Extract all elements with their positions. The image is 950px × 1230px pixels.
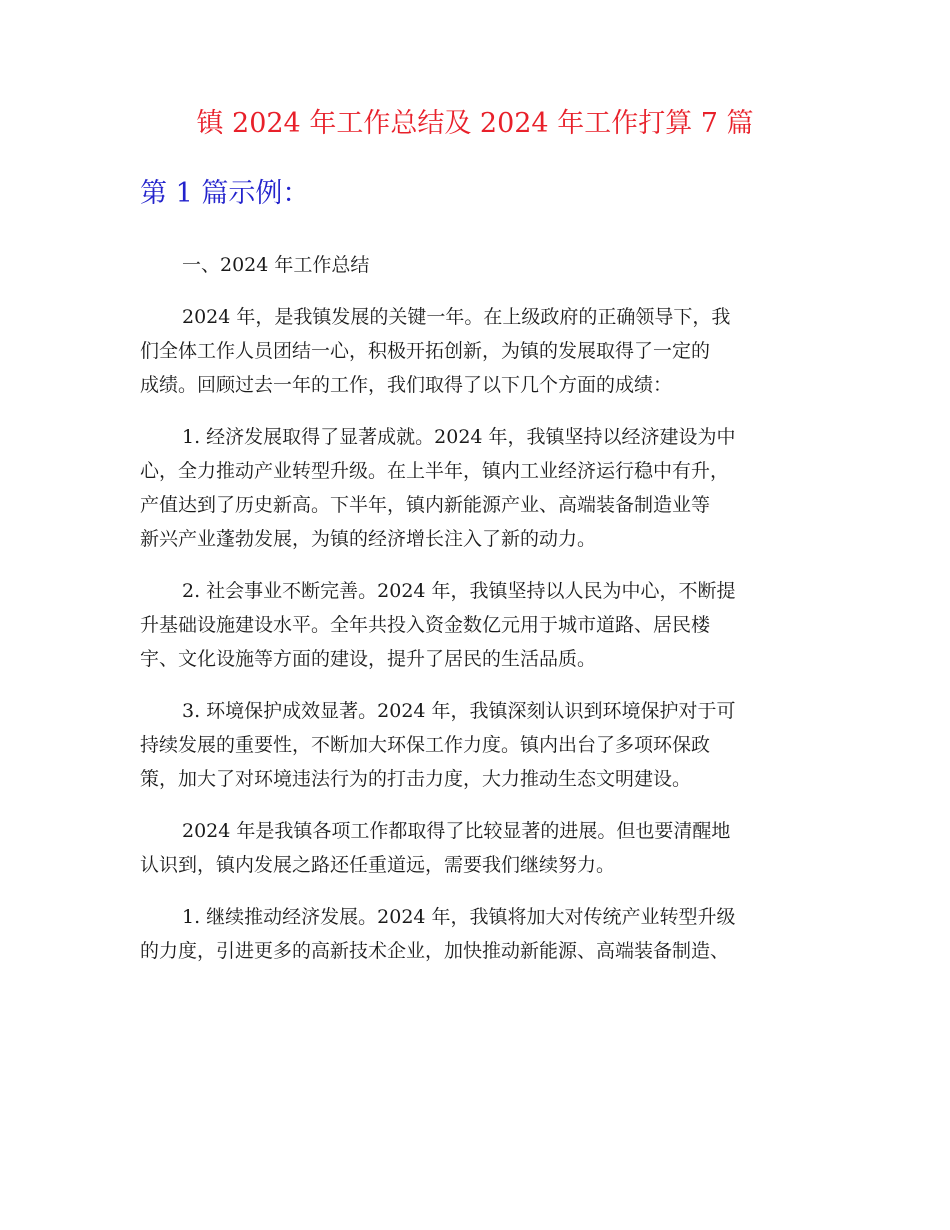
paragraph bbox=[140, 420, 830, 556]
paragraph-line: 3. 环境保护成效显著。2024 年，我镇深刻认识到环境保护对于可 bbox=[182, 700, 736, 722]
paragraph-line: 1. 继续推动经济发展。2024 年，我镇将加大对传统产业转型升级 bbox=[182, 906, 736, 928]
paragraph-line: 新兴产业蓬勃发展，为镇的经济增长注入了新的动力。 bbox=[140, 528, 597, 550]
paragraph bbox=[140, 574, 830, 676]
paragraph-line: 2024 年是我镇各项工作都取得了比较显著的进展。但也要清醒地 bbox=[182, 820, 731, 842]
document-body bbox=[140, 248, 830, 986]
paragraph-line: 认识到，镇内发展之路还任重道远，需要我们继续努力。 bbox=[140, 854, 616, 876]
paragraph-line: 们全体工作人员团结一心，积极开拓创新，为镇的发展取得了一定的 bbox=[140, 340, 711, 362]
paragraph-line: 2. 社会事业不断完善。2024 年，我镇坚持以人民为中心，不断提 bbox=[182, 580, 736, 602]
paragraph bbox=[140, 694, 830, 796]
paragraph-line: 升基础设施建设水平。全年共投入资金数亿元用于城市道路、居民楼 bbox=[140, 614, 711, 636]
paragraph-line: 宇、文化设施等方面的建设，提升了居民的生活品质。 bbox=[140, 648, 597, 670]
paragraph bbox=[140, 900, 830, 968]
paragraph-line: 持续发展的重要性，不断加大环保工作力度。镇内出台了多项环保政 bbox=[140, 734, 711, 756]
paragraph-line: 产值达到了历史新高。下半年，镇内新能源产业、高端装备制造业等 bbox=[140, 494, 711, 516]
paragraph-line: 的力度，引进更多的高新技术企业，加快推动新能源、高端装备制造、 bbox=[140, 940, 730, 962]
paragraph-line: 策，加大了对环境违法行为的打击力度，大力推动生态文明建设。 bbox=[140, 768, 692, 790]
paragraph-line: 成绩。回顾过去一年的工作，我们取得了以下几个方面的成绩： bbox=[140, 374, 673, 396]
paragraph bbox=[140, 300, 830, 402]
paragraph bbox=[140, 814, 830, 882]
paragraph-line: 2024 年，是我镇发展的关键一年。在上级政府的正确领导下，我 bbox=[182, 306, 731, 328]
paragraph-line: 一、2024 年工作总结 bbox=[182, 254, 370, 276]
document-title: 镇 2024 年工作总结及 2024 年工作打算 7 篇 bbox=[196, 108, 754, 139]
section-heading: 第 1 篇示例： bbox=[140, 178, 310, 209]
paragraph-line: 1. 经济发展取得了显著成就。2024 年，我镇坚持以经济建设为中 bbox=[182, 426, 736, 448]
paragraph-line: 心，全力推动产业转型升级。在上半年，镇内工业经济运行稳中有升， bbox=[140, 460, 730, 482]
paragraph bbox=[140, 248, 830, 282]
